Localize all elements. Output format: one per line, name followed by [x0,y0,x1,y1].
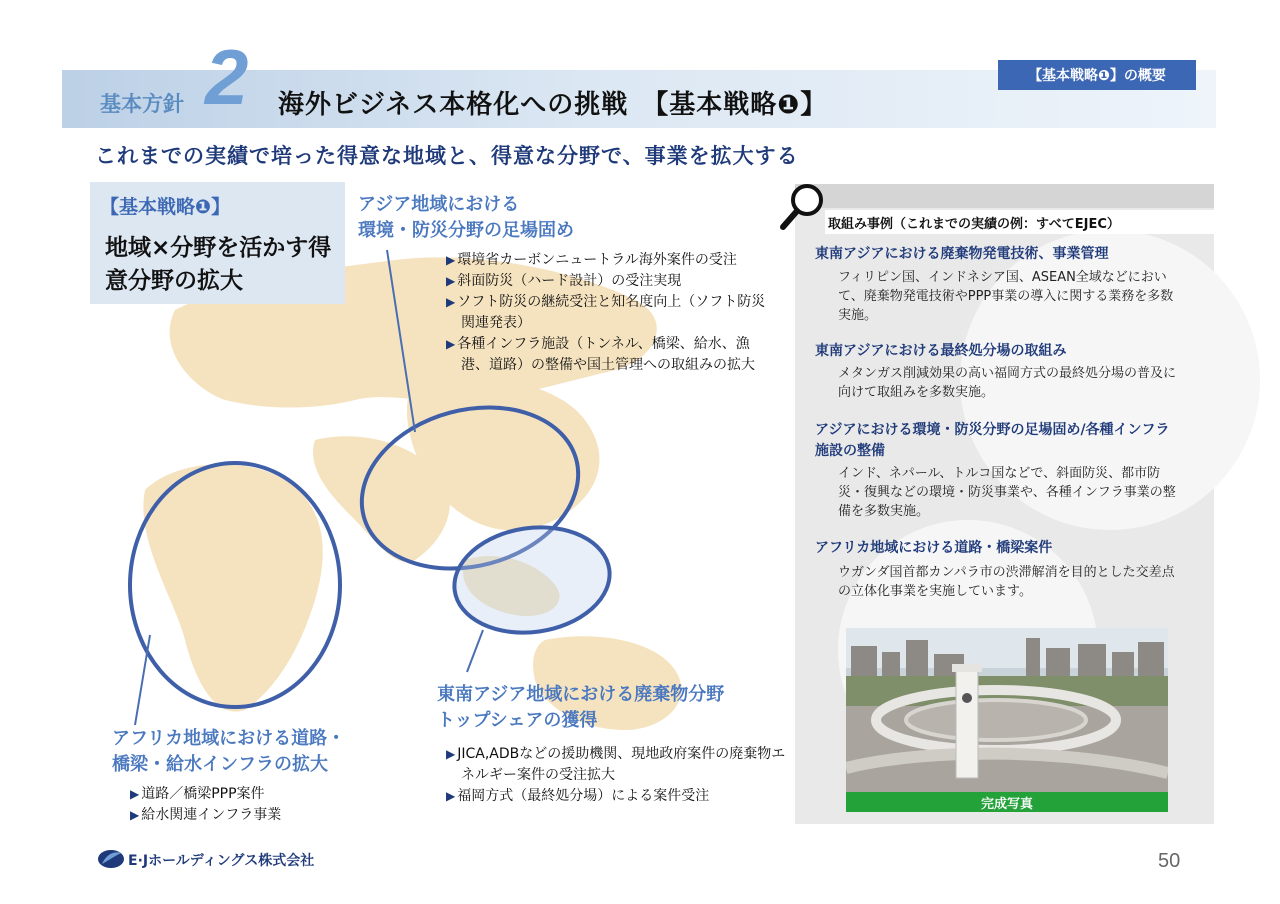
page-number: 50 [1158,850,1181,872]
example-title: 東南アジアにおける最終処分場の取組み [815,343,1067,359]
list-item: ▶ 道路／橋梁PPP案件 [130,784,350,805]
list-item: ▶ ソフト防災の継続受注と知名度向上（ソフト防災関連発表） [446,292,776,334]
magnifier-icon [777,180,833,236]
sea-title-line2: トップシェアの獲得 [437,710,598,731]
sea-bullet-list [446,744,786,807]
panel-top-bar [795,184,1214,208]
page-subtitle: これまでの実績で培った得意な地域と、得意な分野で、事業を拡大する [95,144,799,168]
page-title: 海外ビジネス本格化への挑戦 【基本戦略❶】 [278,90,828,120]
africa-region-title [112,726,392,778]
example-text: フィリピン国、インドネシア国、ASEAN全域などにおいて、廃棄物発電技術やPPP事業の導入に関する業務を多数実施。 [838,270,1174,323]
africa-title-line1: アフリカ地域における道路・ [112,728,346,749]
overview-tag: 【基本戦略❶】の概要 [998,60,1196,90]
company-name: E·Jホールディングス株式会社 [128,853,315,869]
africa-bullet-list [130,784,350,826]
sea-connector-line [467,630,483,672]
photo-caption: 完成写真 [846,792,1168,812]
strategy-text: 地域×分野を活かす得意分野の拡大 [105,235,332,294]
strategy-label: 【基本戦略❶】 [100,196,231,218]
list-item: ▶ 斜面防災（ハード設計）の受注実現 [446,271,776,292]
africa-connector-line [135,635,150,725]
southeast-asia-highlight-ellipse [448,518,617,643]
asia-bullet-list [446,250,776,376]
sea-region-title [437,682,797,734]
policy-label: 基本方針 [100,92,184,116]
example-title: 東南アジアにおける廃棄物発電技術、事業管理 [815,246,1109,262]
asia-title-line2: 環境・防災分野の足場固め [358,220,574,241]
example-text: メタンガス削減効果の高い福岡方式の最終処分場の普及に向けて取組みを多数実施。 [838,366,1177,400]
list-item: ▶ JICA,ADBなどの援助機関、現地政府案件の廃棄物エネルギー案件の受注拡大 [446,744,786,786]
panel-header-text: 取組み事例（これまでの実績の例：すべてEJEC） [828,217,1120,232]
asia-title-line1: アジア地域における [358,194,520,215]
list-item: ▶ 給水関連インフラ事業 [130,805,350,826]
policy-number: 2 [205,33,249,121]
sea-title-line1: 東南アジア地域における廃棄物分野 [437,684,725,705]
example-text: インド、ネパール、トルコ国などで、斜面防災、都市防災・復興などの環境・防災事業や、各種インフラ事業の整備を多数実施。 [838,466,1176,519]
example-title: アフリカ地域における道路・橋梁案件 [815,540,1053,556]
interchange-photo [846,628,1168,792]
list-item: ▶ 各種インフラ施設（トンネル、橋梁、給水、漁港、道路）の整備や国土管理への取組みの拡大 [446,334,776,376]
example-text: ウガンダ国首都カンパラ市の渋滞解消を目的とした交差点の立体化事業を実施しています。 [838,565,1175,599]
africa-title-line2: 橋梁・給水インフラの拡大 [112,754,328,775]
example-title: アジアにおける環境・防災分野の足場固め/各種インフラ施設の整備 [815,422,1170,459]
list-item: ▶ 環境省カーボンニュートラル海外案件の受注 [446,250,776,271]
asia-region-title [358,192,658,244]
company-logo-icon [97,849,125,869]
list-item: ▶ 福岡方式（最終処分場）による案件受注 [446,786,786,807]
